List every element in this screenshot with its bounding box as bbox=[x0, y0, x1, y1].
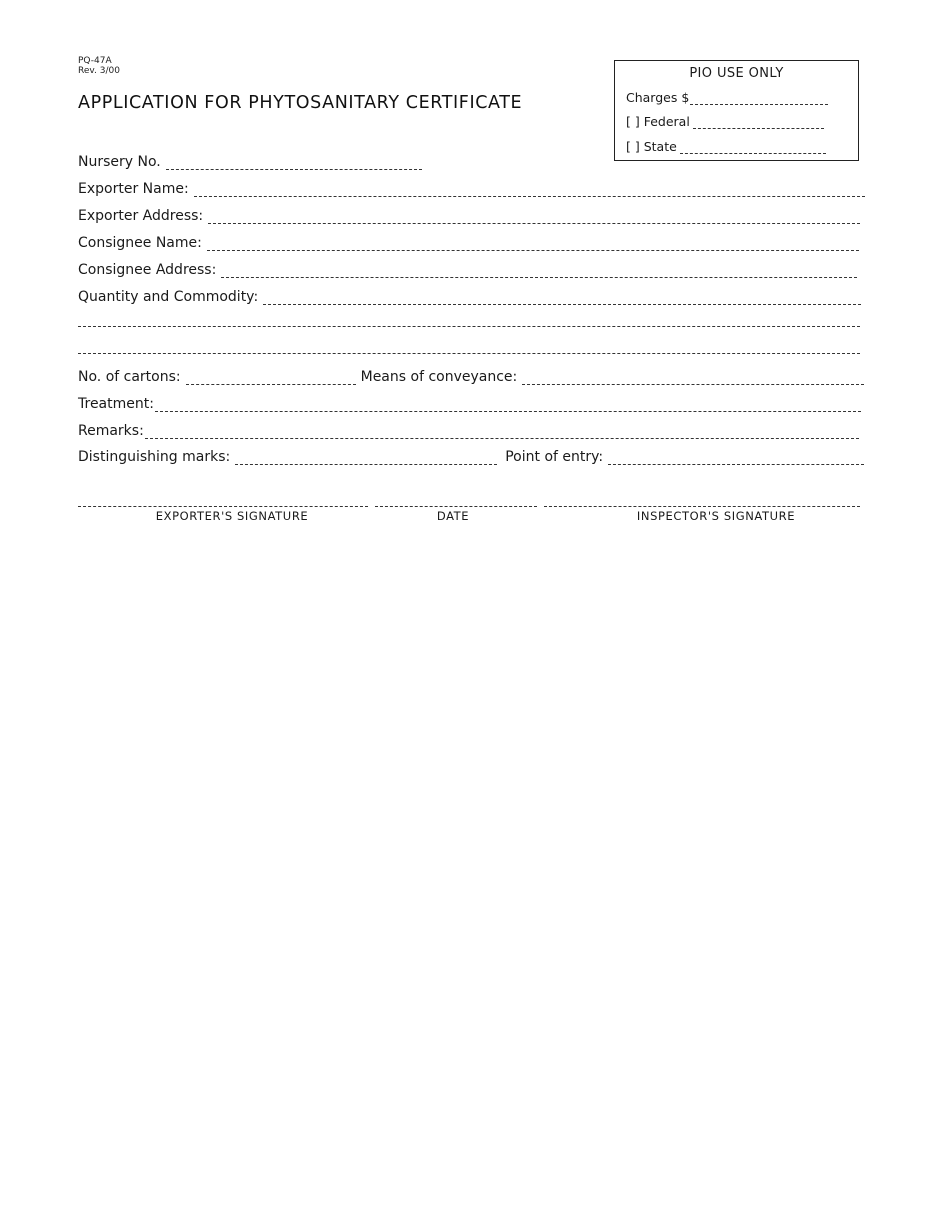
no-of-cartons-field[interactable] bbox=[186, 372, 356, 385]
pio-box-title: PIO USE ONLY bbox=[689, 66, 784, 81]
exporter-address-row bbox=[78, 204, 860, 224]
exporter-signature-line[interactable] bbox=[78, 506, 368, 507]
pio-state-row bbox=[626, 139, 826, 154]
exporter-name-field[interactable] bbox=[194, 184, 865, 197]
quantity-commodity-row bbox=[78, 285, 861, 305]
quantity-commodity-continuation-line-1[interactable] bbox=[78, 326, 860, 327]
pio-charges-label: Charges $ bbox=[626, 90, 690, 105]
nursery-no-label: Nursery No. bbox=[78, 154, 161, 170]
consignee-name-field[interactable] bbox=[207, 238, 859, 251]
pio-use-only-box bbox=[614, 60, 859, 161]
consignee-name-label: Consignee Name: bbox=[78, 235, 202, 251]
consignee-address-row bbox=[78, 258, 857, 278]
date-line[interactable] bbox=[375, 506, 537, 507]
distinguishing-marks-label: Distinguishing marks: bbox=[78, 449, 231, 465]
nursery-no-field[interactable] bbox=[166, 157, 422, 170]
point-of-entry-label: Point of entry: bbox=[505, 449, 604, 465]
remarks-field[interactable] bbox=[145, 426, 859, 439]
exporter-name-row bbox=[78, 177, 865, 197]
distinguishing-marks-field[interactable] bbox=[235, 452, 497, 465]
quantity-commodity-continuation-line-2[interactable] bbox=[78, 353, 860, 354]
pio-federal-row bbox=[626, 114, 824, 129]
exporter-address-field[interactable] bbox=[208, 211, 860, 224]
consignee-name-row bbox=[78, 231, 859, 251]
form-revision: Rev. 3/00 bbox=[78, 66, 120, 76]
means-of-conveyance-label: Means of conveyance: bbox=[360, 369, 518, 385]
means-of-conveyance-field[interactable] bbox=[522, 372, 864, 385]
inspector-signature-caption: INSPECTOR'S SIGNATURE bbox=[636, 509, 796, 523]
pio-state-checkbox[interactable]: [ ] State bbox=[626, 139, 677, 154]
form-number: PQ-47A bbox=[78, 56, 112, 66]
exporter-address-label: Exporter Address: bbox=[78, 208, 204, 224]
pio-charges-row bbox=[626, 90, 828, 105]
no-of-cartons-label: No. of cartons: bbox=[78, 369, 181, 385]
treatment-label: Treatment: bbox=[78, 396, 154, 412]
treatment-field[interactable] bbox=[155, 399, 861, 412]
exporter-name-label: Exporter Name: bbox=[78, 181, 189, 197]
consignee-address-label: Consignee Address: bbox=[78, 262, 217, 278]
cartons-conveyance-row bbox=[78, 365, 864, 385]
quantity-commodity-label: Quantity and Commodity: bbox=[78, 289, 259, 305]
pio-state-field[interactable] bbox=[680, 141, 826, 154]
consignee-address-field[interactable] bbox=[221, 265, 857, 278]
exporter-signature-caption: EXPORTER'S SIGNATURE bbox=[155, 509, 309, 523]
nursery-no-row bbox=[78, 150, 422, 170]
marks-entry-row bbox=[78, 445, 864, 465]
remarks-row bbox=[78, 419, 859, 439]
pio-charges-field[interactable] bbox=[690, 92, 828, 105]
page-title: APPLICATION FOR PHYTOSANITARY CERTIFICATE bbox=[78, 93, 523, 113]
remarks-label: Remarks: bbox=[78, 423, 144, 439]
pio-federal-field[interactable] bbox=[693, 116, 824, 129]
point-of-entry-field[interactable] bbox=[608, 452, 864, 465]
treatment-row bbox=[78, 392, 861, 412]
inspector-signature-line[interactable] bbox=[544, 506, 860, 507]
quantity-commodity-field[interactable] bbox=[263, 292, 861, 305]
pio-federal-checkbox[interactable]: [ ] Federal bbox=[626, 114, 690, 129]
date-caption: DATE bbox=[436, 509, 470, 523]
